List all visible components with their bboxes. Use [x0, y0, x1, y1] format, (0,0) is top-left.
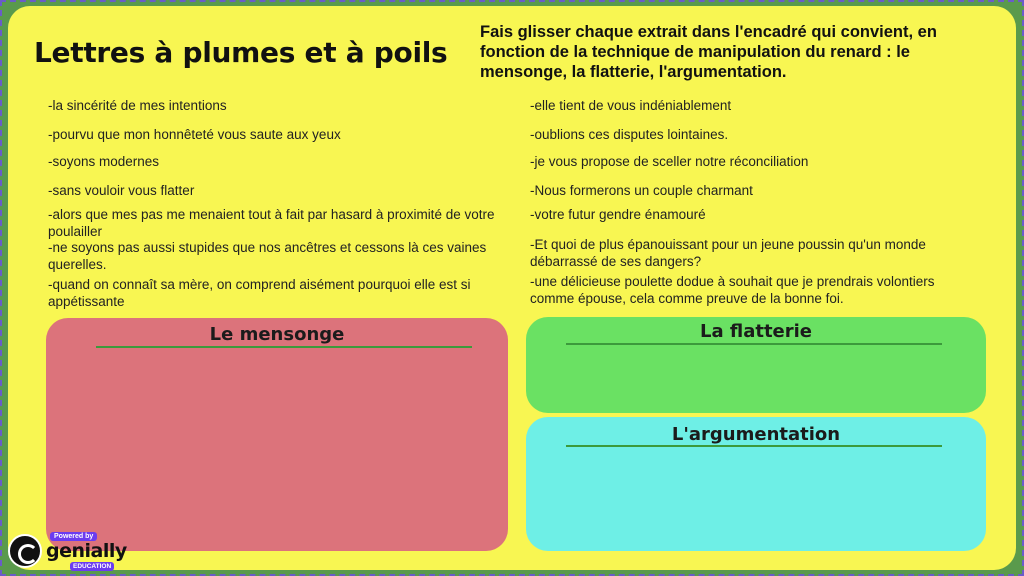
page-title: Lettres à plumes et à poils [34, 36, 448, 69]
snippet-right-3[interactable]: -je vous propose de sceller notre réconciliation [530, 154, 809, 169]
instructions: Fais glisser chaque extrait dans l'encadré qui convient, en fonction de la technique de manipulation du renard : le mensonge, la flatterie, l'argumentation. [480, 23, 937, 81]
zone-title-flatterie: La flatterie [699, 321, 813, 342]
genially-logo-icon [8, 534, 42, 568]
logo-powered-label: Powered by [50, 532, 97, 541]
snippet-left-6[interactable]: -ne soyons pas aussi stupides que nos ancêtres et cessons là ces vaines querelles. [48, 240, 487, 272]
snippet-right-5[interactable]: -votre futur gendre énamouré [530, 207, 706, 222]
snippet-left-3[interactable]: -soyons modernes [48, 154, 160, 169]
snippet-right-6[interactable]: -Et quoi de plus épanouissant pour un jeune poussin qu'un monde débarrassé de ses dangers? [530, 237, 926, 269]
zone-divider [566, 445, 942, 447]
snippet-right-1[interactable]: -elle tient de vous indéniablement [530, 98, 732, 113]
zone-title-mensonge: Le mensonge [209, 324, 345, 345]
zone-divider [566, 343, 942, 345]
snippet-right-7[interactable]: -une délicieuse poulette dodue à souhait que je prendrais volontiers comme épouse, cela comme preuve de la bonne foi. [530, 274, 935, 306]
snippet-left-2[interactable]: -pourvu que mon honnêteté vous saute aux yeux [48, 127, 341, 142]
snippet-right-4[interactable]: -Nous formerons un couple charmant [530, 183, 753, 198]
snippet-left-5[interactable]: -alors que mes pas me menaient tout à fait par hasard à proximité de votre poulailler [48, 207, 495, 239]
genially-logo[interactable] [8, 530, 127, 572]
drop-zone-flatterie[interactable] [526, 317, 986, 413]
logo-name: genially [46, 540, 127, 562]
zone-divider [96, 346, 472, 348]
drop-zone-mensonge[interactable] [46, 318, 508, 551]
snippet-left-1[interactable]: -la sincérité de mes intentions [48, 98, 227, 113]
snippet-left-7[interactable]: -quand on connaît sa mère, on comprend aisément pourquoi elle est si appétissante [48, 277, 471, 309]
snippet-right-2[interactable]: -oublions ces disputes lointaines. [530, 127, 729, 142]
drop-zone-argumentation[interactable] [526, 417, 986, 551]
zone-title-argumentation: L'argumentation [671, 424, 841, 445]
snippet-left-4[interactable]: -sans vouloir vous flatter [48, 183, 195, 198]
logo-edu-badge: EDUCATION [70, 562, 114, 571]
